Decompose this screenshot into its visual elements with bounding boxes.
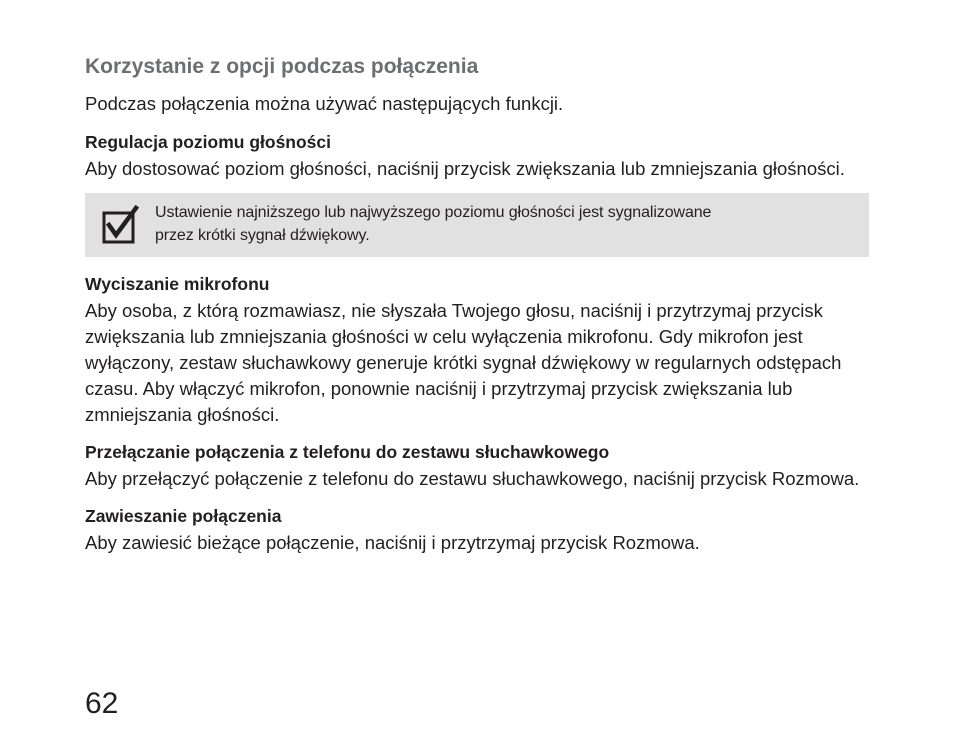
note-text — [155, 201, 711, 247]
page-content — [85, 52, 875, 567]
section-mute — [85, 271, 875, 428]
section-transfer — [85, 439, 875, 492]
section-title-hold: Zawieszanie połączenia — [85, 506, 282, 526]
intro-text: Podczas połączenia można używać następujących funkcji. — [85, 93, 564, 114]
note-line-1: Ustawienie najniższego lub najwyższego poziomu głośności jest sygnalizowane — [155, 204, 712, 221]
section-body-hold: Aby zawiesić bieżące połączenie, naciśnij i przytrzymaj przycisk Rozmowa. — [85, 532, 700, 553]
section-hold — [85, 503, 875, 556]
note-line-2: przez krótki sygnał dźwiękowy. — [155, 227, 370, 244]
checkmark-box-icon — [101, 205, 141, 245]
section-title-volume: Regulacja poziomu głośności — [85, 132, 332, 152]
section-title-transfer: Przełączanie połączenia z telefonu do zestawu słuchawkowego — [85, 442, 610, 462]
section-title-mute: Wyciszanie mikrofonu — [85, 274, 270, 294]
page-title: Korzystanie z opcji podczas połączenia — [85, 55, 479, 78]
section-body-volume: Aby dostosować poziom głośności, naciśnij przycisk zwiększania lub zmniejszania głośności. — [85, 158, 845, 179]
section-body-mute: Aby osoba, z którą rozmawiasz, nie słyszała Twojego głosu, naciśnij i przytrzymaj przycisk zwiększania lub zmniejszania głośności w celu wyłączenia mikrofonu. Gdy mikrofon jest wyłączony, zestaw słuchawkowy generuje krótki sygnał dźwiękowy w regularnych odstępach czasu. Aby włączyć mikrofon, ponownie naciśnij i przytrzymaj przycisk zwiększania lub zmniejszania głośności. — [85, 300, 842, 425]
page-number: 62 — [85, 687, 119, 720]
note-box — [85, 193, 869, 257]
section-volume — [85, 129, 875, 182]
section-body-transfer: Aby przełączyć połączenie z telefonu do zestawu słuchawkowego, naciśnij przycisk Rozmowa. — [85, 468, 860, 489]
